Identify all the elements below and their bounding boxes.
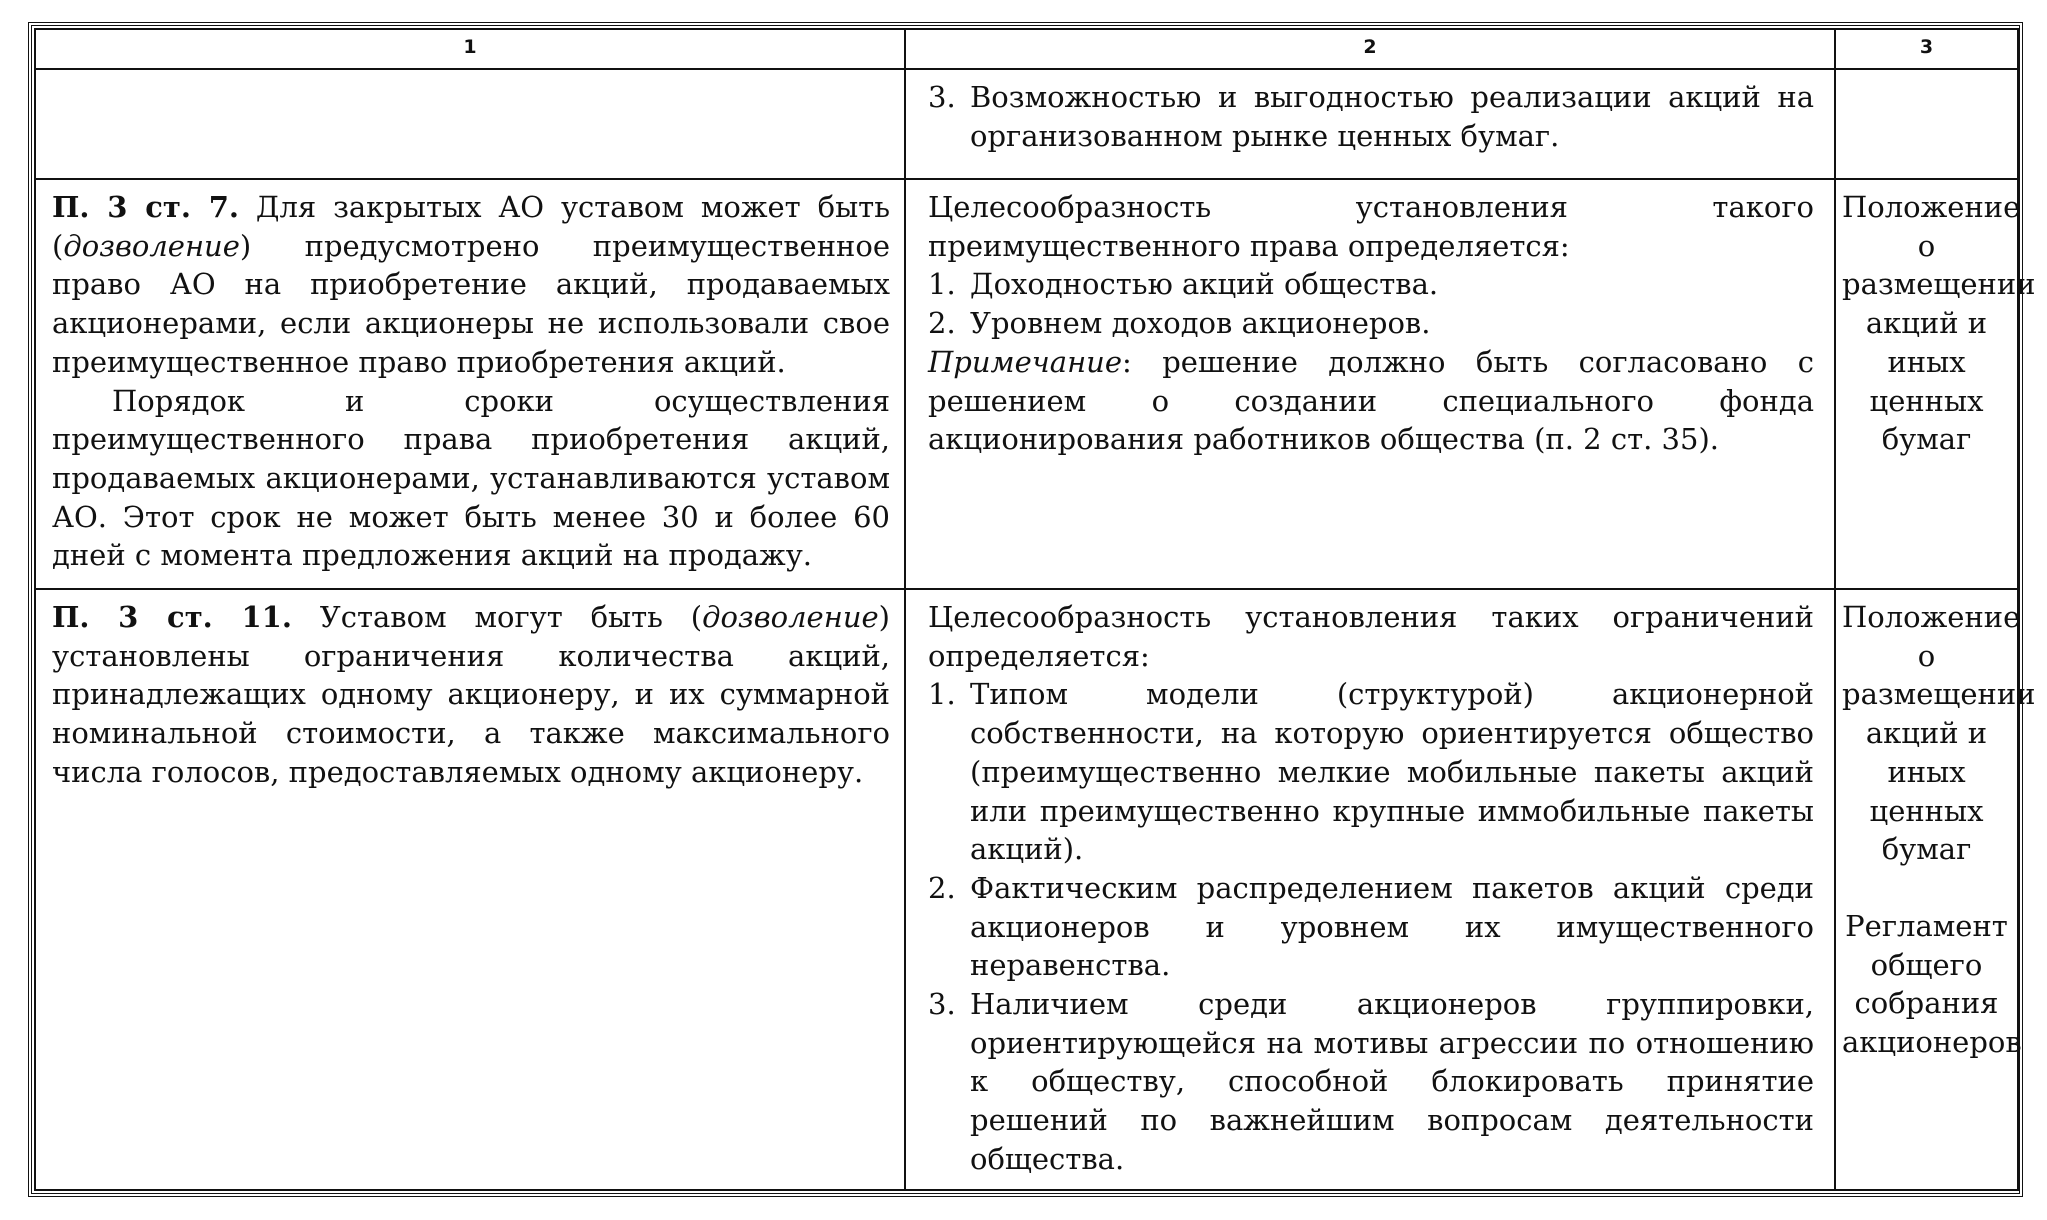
- row2-col1: [35, 179, 905, 589]
- list-item: 1. Доходностью акций общества.: [928, 267, 1439, 302]
- row3-col2: [905, 589, 1835, 1190]
- header-col-2: 2: [905, 29, 1835, 69]
- row1-col1: [35, 69, 905, 179]
- table-row: [35, 179, 2018, 589]
- row1-col3: [1835, 69, 2018, 179]
- article-ref: П. 3 ст. 11.: [52, 600, 292, 634]
- row2-paragraph-2: Порядок и сроки осуществления преимущественного права приобретения акций, продаваемых акционерами, устанавливаются уставом АО. Этот срок не может быть менее 30 и более 60 дней с момента предложения акций на продажу.: [52, 383, 890, 573]
- regulation-table: [34, 28, 2036, 1191]
- list-item: 3. Наличием среди акционеров группировки, ориентирующейся на мотивы агрессии по отношению к обществу, способной блокировать принятие решений по важнейшим вопросам деятельности общества.: [928, 987, 1814, 1176]
- article-ref: П. 3 ст. 7.: [52, 190, 239, 224]
- row2-col3: Положение о размещении акций и иных ценных бумаг: [1835, 179, 2018, 589]
- list-item: 2. Уровнем доходов акционеров.: [928, 306, 1431, 341]
- row3-col1: [35, 589, 905, 1190]
- row2-note: Примечание: решение должно быть согласовано с решением о создании специального фонда акционирования работников общества (п. 2 ст. 35).: [928, 344, 1814, 457]
- row3-col3: [1835, 589, 2036, 1190]
- row1-col2: [905, 69, 1835, 179]
- header-row: [35, 29, 2018, 69]
- table-row: [35, 589, 2018, 1190]
- row2-paragraph-1: П. 3 ст. 7. Для закрытых АО уставом может быть (дозволение) предусмотрено преимущественное право АО на приобретение акций, продаваемых акционерами, если акционеры не использовали свое преимущественное право приобретения акций.: [52, 190, 890, 379]
- row3-col3-document-1: Положение о размещении акций и иных ценных бумаг: [1842, 600, 2036, 867]
- list-item: 1. Типом модели (структурой) акционерной собственности, на которую ориентируется общество (преимущественно мелкие мобильные пакеты акций или преимущественно крупные иммобильные пакеты акций).: [928, 677, 1814, 867]
- list-item: 3. Возможностью и выгодностью реализации акций на организованном рынке ценных бумаг.: [928, 80, 1814, 153]
- row2-col2: [905, 179, 1835, 589]
- row3-paragraph-1: П. 3 ст. 11. Уставом могут быть (дозволение) установлены ограничения количества акций, принадлежащих одному акционеру, и их суммарной номинальной стоимости, а также максимального числа голосов, предоставляемых одному акционеру.: [52, 600, 890, 789]
- list-item: 2. Фактическим распределением пакетов акций среди акционеров и уровнем их имущественного неравенства.: [928, 870, 1814, 983]
- header-col-1: 1: [35, 29, 905, 69]
- row2-intro: Целесообразность установления такого преимущественного права определяется:: [928, 190, 1814, 263]
- header-col-3: 3: [1835, 29, 2018, 69]
- table-row: [35, 69, 2018, 179]
- row3-intro: Целесообразность установления таких ограничений определяется:: [928, 600, 1814, 673]
- row3-col3-document-2: Регламент общего собрания акционеров: [1842, 908, 2022, 1060]
